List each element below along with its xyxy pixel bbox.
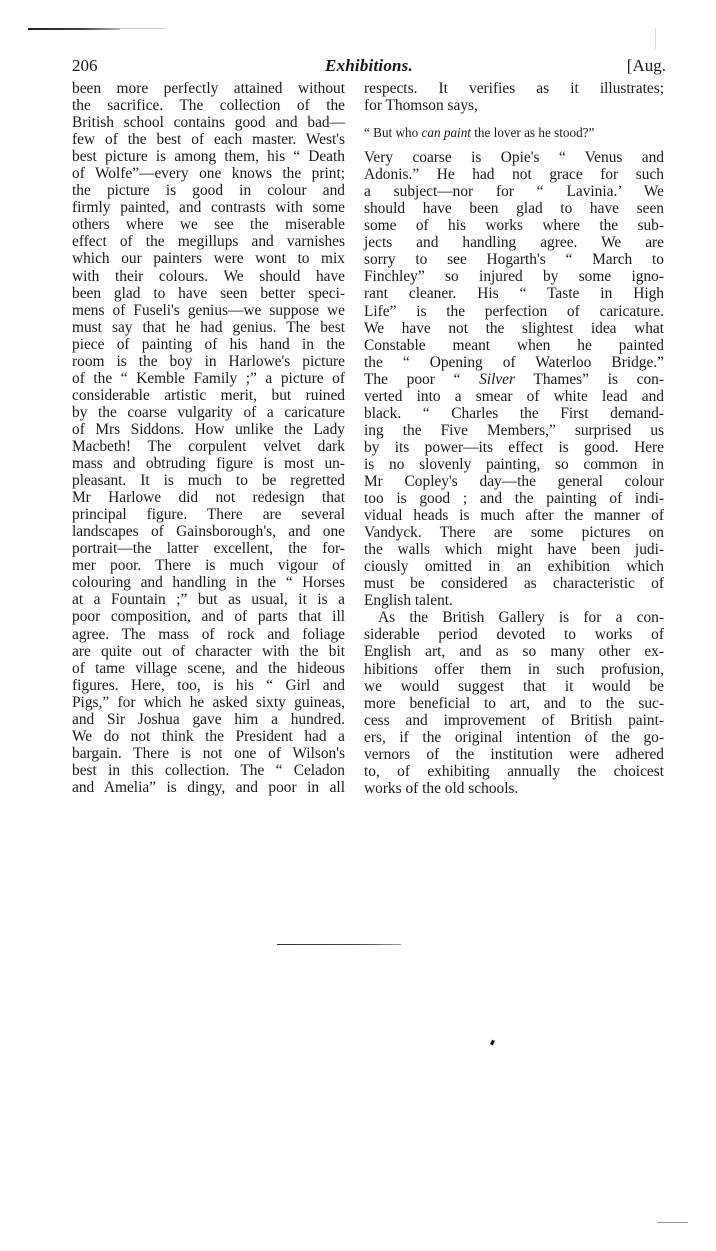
text-line: ers, if the original intention of the go- [364, 728, 664, 746]
text-line: to, of exhibiting annually the choicest [364, 762, 664, 780]
text-line: Adonis.” He had not grace for such [364, 166, 664, 184]
left-column [72, 80, 345, 796]
running-date: [Aug. [626, 56, 666, 75]
italic-title: Silver [479, 370, 515, 388]
text-line: of Wolfe”—every one knows the print; [72, 165, 345, 183]
text-line: must be considered as characteristic of [364, 575, 664, 593]
text-line: the sacrifice. The collection of the [72, 97, 345, 115]
text-line: jects and handling agree. We are [364, 234, 664, 252]
ink-speck [490, 1040, 495, 1046]
right-column [364, 80, 664, 797]
text-line: respects. It verifies as it illustrates; [364, 80, 664, 97]
text-line: of the “ Kemble Family ;” a picture of [72, 369, 345, 387]
text-line: pleasant. It is much to be regretted [72, 472, 345, 490]
text-line: We have not the slightest idea what [364, 319, 664, 337]
text-line: by its power—its effect is good. Here [364, 438, 664, 456]
text-line: Macbeth! The corpulent velvet dark [72, 437, 345, 455]
text-line: ciously omitted in an exhibition which [364, 558, 664, 576]
text-line: cess and improvement of British paint- [364, 711, 664, 729]
text-line: Pigs,” for which he asked sixty guineas, [72, 693, 345, 711]
text-line: for Thomson says, [364, 97, 478, 115]
section-end-rule [277, 944, 401, 945]
text-line: works of the old schools. [364, 779, 519, 797]
text-line: bargain. There is not one of Wilson's [72, 744, 345, 762]
text-line: landscapes of Gainsborough's, and one [72, 523, 345, 541]
text-line: are quite out of character with the bit [72, 642, 345, 660]
text-line: ing the Five Members,” surprised us [364, 421, 664, 439]
text-line: been more perfectly attained without [72, 80, 345, 97]
text-line: portrait—the latter excellent, the for- [72, 540, 345, 558]
text-line: by the coarse vulgarity of a caricature [72, 403, 345, 421]
text-line: we would suggest that it would be [364, 677, 664, 695]
text-line: colouring and handling in the “ Horses [72, 574, 345, 592]
text-line: should have been glad to have seen [364, 200, 664, 218]
text-line: best picture is among them, his “ Death [72, 148, 345, 166]
text-fragment: Thames” is con- [515, 370, 664, 388]
quote-italic: can paint [421, 125, 471, 141]
page-number: 206 [72, 56, 98, 75]
text-line: Life” is the perfection of caricature. [364, 302, 664, 320]
poetry-quotation [364, 124, 664, 140]
text-line: the walls which might have been judi- [364, 541, 664, 559]
corner-rule [657, 1222, 688, 1223]
text-line: considerable artistic merit, but ruined [72, 386, 345, 404]
text-line: been glad to have seen better speci- [72, 284, 345, 302]
text-line: English talent. [364, 592, 453, 610]
text-line: Constable meant when he painted [364, 336, 664, 354]
text-line: figures. Here, too, is his “ Girl and [72, 676, 345, 694]
text-line: hibitions offer them in such profusion, [364, 660, 664, 678]
text-line: British school contains good and bad— [72, 114, 345, 132]
text-line: vernors of the institution were adhered [364, 745, 664, 763]
text-line: English art, and as so many other ex- [364, 643, 664, 661]
page-edge-mark [655, 28, 656, 50]
text-line: with their colours. We should have [72, 267, 345, 285]
text-line: at a Fountain ;” but as usual, it is a [72, 591, 345, 609]
text-line: and Amelia” is dingy, and poor in all [72, 778, 345, 796]
text-line: piece of painting of his hand in the [72, 335, 345, 353]
text-line: agree. The mass of rock and foliage [72, 625, 345, 643]
text-line: principal figure. There are several [72, 506, 345, 524]
text-line: too is good ; and the painting of indi- [364, 490, 664, 508]
text-line: black. “ Charles the First demand- [364, 404, 664, 422]
text-line: verted into a smear of white lead and [364, 387, 664, 405]
text-fragment: The poor “ [364, 370, 480, 388]
text-line: effect of the megillups and varnishes [72, 233, 345, 251]
text-line: mens of Fuseli's genius—we suppose we [72, 301, 345, 319]
text-line: mer poor. There is much vigour of [72, 557, 345, 575]
text-line: few of the best of each master. West's [72, 131, 345, 149]
top-rule [28, 28, 120, 30]
text-line: of Mrs Siddons. How unlike the Lady [72, 420, 345, 438]
final-paragraph [364, 609, 664, 797]
text-line: the “ Opening of Waterloo Bridge.” [364, 353, 664, 371]
text-line: is no slovenly painting, so common in [364, 455, 664, 473]
text-line: Vandyck. There are some pictures on [364, 524, 664, 542]
text-line: We do not think the President had a [72, 727, 345, 745]
text-line: room is the boy in Harlowe's picture [72, 352, 345, 370]
text-line: the picture is good in colour and [72, 182, 345, 200]
text-line: vidual heads is much after the manner of [364, 507, 664, 525]
running-head [72, 56, 666, 78]
text-line: and Sir Joshua gave him a hundred. [72, 710, 345, 728]
text-line: of tame village scene, and the hideous [72, 659, 345, 677]
running-title: Exhibitions. [325, 56, 413, 75]
text-line [364, 371, 664, 388]
text-line: firmly painted, and contrasts with some [72, 199, 345, 217]
text-line: best in this collection. The “ Celadon [72, 761, 345, 779]
top-rule-fade [120, 28, 165, 29]
text-line: As the British Gallery is for a con- [378, 609, 664, 627]
text-line: Mr Copley's day—the general colour [364, 472, 664, 490]
text-line: a subject—nor for “ Lavinia.’ We [364, 183, 664, 201]
text-line: Mr Harlowe did not redesign that [72, 489, 345, 507]
text-line: which our painters were wont to mix [72, 250, 345, 268]
text-line: poor composition, and of parts that ill [72, 608, 345, 626]
text-line: sorry to see Hogarth's “ March to [364, 251, 664, 269]
text-line: siderable period devoted to works of [364, 626, 664, 644]
quote-open: “ But who [364, 125, 422, 141]
text-line: mass and obtruding figure is most un- [72, 455, 345, 473]
text-line: Finchley” so injured by some igno- [364, 268, 664, 286]
text-line: more beneficial to art, and to the suc- [364, 694, 664, 712]
text-line: rant cleaner. His “ Taste in High [364, 285, 664, 303]
text-line: Very coarse is Opie's “ Venus and [364, 149, 664, 167]
text-line: must say that he had genius. The best [72, 318, 345, 336]
text-line: others where we see the miserable [72, 216, 345, 234]
text-line: some of his works where the sub- [364, 217, 664, 235]
quote-close: the lover as he stood?” [470, 125, 595, 141]
